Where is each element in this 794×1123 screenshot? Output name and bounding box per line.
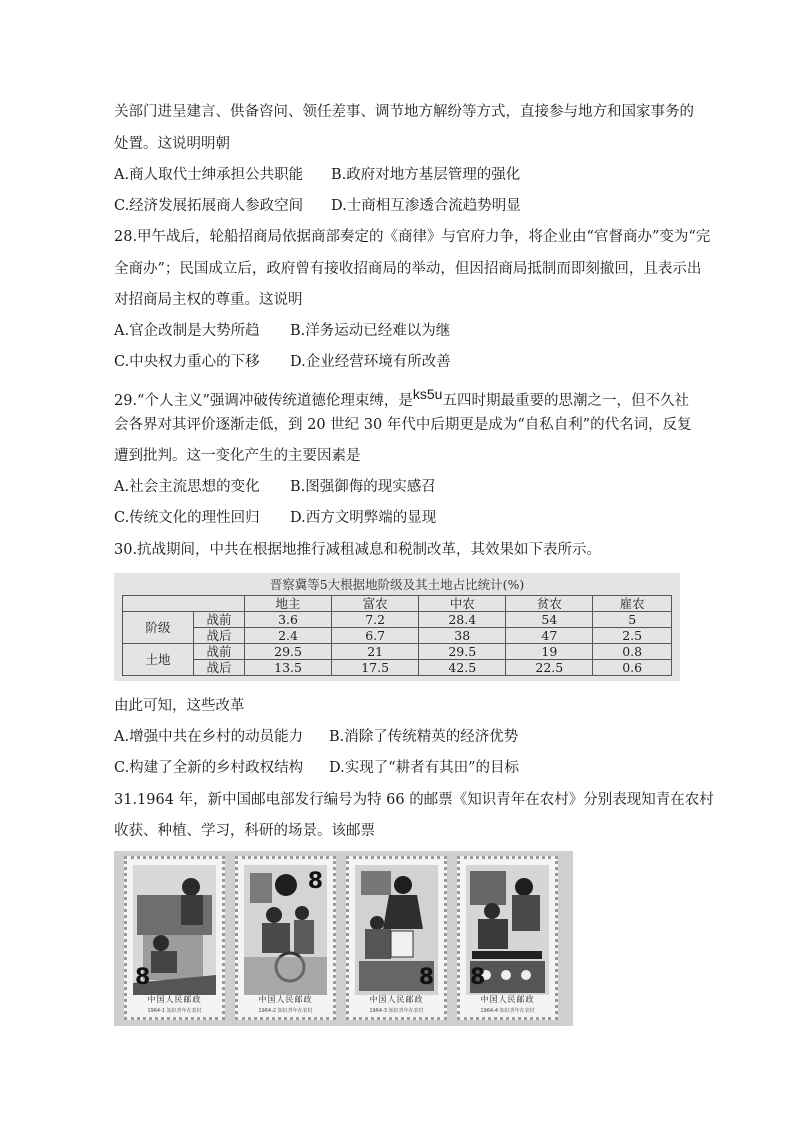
- table-cell: 29.5: [419, 644, 506, 660]
- q31-line-1: 31.1964 年，新中国邮电部发行编号为特 66 的邮票《知识青年在农村》分别表现知青在农村: [114, 792, 714, 808]
- stamp-label: 中国人民邮政: [147, 995, 202, 1004]
- stamp-label: 中国人民邮政: [258, 995, 313, 1004]
- table-cell: 13.5: [245, 660, 332, 676]
- stamp: [346, 856, 447, 1020]
- table-period: 战后: [194, 660, 245, 676]
- q29-option-c: C.传统文化的理性回归: [114, 510, 260, 526]
- q29-line-2: 会各界对其评价逐渐走低，到 20 世纪 30 年代中后期更是成为“自私自利”的代名词，反复: [114, 417, 692, 433]
- stamp-code: 1964-3 知识青年在农村: [369, 1008, 424, 1014]
- q30-line-1: 30.抗战期间，中共在根据地推行减租减息和税制改革，其效果如下表所示。: [114, 542, 602, 558]
- table-group-label: 阶级: [123, 612, 194, 644]
- ks5u-mark: ks5u: [412, 386, 443, 402]
- q29-line-3: 遭到批判。这一变化产生的主要因素是: [114, 448, 361, 464]
- q27-option-c: C.经济发展拓展商人参政空间: [114, 198, 304, 214]
- q29-option-a: A.社会主流思想的变化: [114, 479, 260, 495]
- table-cell: 6.7: [332, 628, 419, 644]
- table-row: [123, 660, 672, 676]
- table-cell: 21: [332, 644, 419, 660]
- q27-line-2: 处置。这说明明朝: [114, 136, 230, 152]
- q28-line-2: 全商办”；民国成立后，政府曾有接收招商局的举动，但因招商局抵制而即刻撤回，且表示出: [114, 261, 702, 277]
- q27-option-b: B.政府对地方基层管理的强化: [331, 167, 521, 183]
- table-cell: 2.4: [245, 628, 332, 644]
- stamp: [235, 856, 336, 1020]
- q29-option-b: B.图强御侮的现实感召: [290, 479, 436, 495]
- q29-line-1: [114, 384, 689, 411]
- table-header: 雇农: [593, 596, 672, 612]
- stamp-value: 8: [418, 965, 434, 990]
- table-header-row: [123, 596, 672, 612]
- stamp-code: 1964-4 知识青年在农村: [480, 1008, 535, 1014]
- stamp-value: 8: [135, 965, 151, 990]
- table-cell: 22.5: [506, 660, 593, 676]
- table-cell: 2.5: [593, 628, 672, 644]
- q29-line-1-text-a: 29.“个人主义”强调冲破传统道德伦理束缚，是: [114, 392, 413, 409]
- table-cell: 54: [506, 612, 593, 628]
- stamp: [124, 856, 225, 1020]
- table-header: 地主: [245, 596, 332, 612]
- q28-option-b: B.洋务运动已经难以为继: [290, 323, 451, 339]
- table-header: 中农: [419, 596, 506, 612]
- q30-line-2: 由此可知，这些改革: [114, 698, 245, 714]
- stamp-label: 中国人民邮政: [480, 995, 535, 1004]
- q28-option-c: C.中央权力重心的下移: [114, 354, 260, 370]
- stamp-value: 8: [307, 869, 323, 894]
- table-cell: 17.5: [332, 660, 419, 676]
- q29-option-d: D.西方文明弊端的显现: [290, 510, 437, 526]
- table-period: 战后: [194, 628, 245, 644]
- q28-line-3: 对招商局主权的尊重。这说明: [114, 292, 303, 308]
- q27-option-d: D.士商相互渗透合流趋势明显: [331, 198, 521, 214]
- table-cell: 0.8: [593, 644, 672, 660]
- table-group-label: 土地: [123, 644, 194, 676]
- table-cell: 38: [419, 628, 506, 644]
- table-row: [123, 612, 672, 628]
- statistics-table-image: [114, 573, 680, 681]
- q27-option-a: A.商人取代士绅承担公共职能: [114, 167, 304, 183]
- q30-option-b: B.消除了传统精英的经济优势: [329, 729, 519, 745]
- table-row: [123, 644, 672, 660]
- q28-option-a: A.官企改制是大势所趋: [114, 323, 260, 339]
- table-cell: 29.5: [245, 644, 332, 660]
- table-corner-cell: [123, 596, 245, 612]
- table-period: 战前: [194, 612, 245, 628]
- table-header: 贫农: [506, 596, 593, 612]
- table-period: 战前: [194, 644, 245, 660]
- table-title: 晋察冀等5大根据地阶级及其土地占比统计(%): [269, 577, 525, 592]
- q28-line-1: 28.甲午战后，轮船招商局依据商部奏定的《商律》与官府力争，将企业由“官督商办”变为“完: [114, 229, 711, 245]
- stamp-value: 8: [470, 965, 486, 990]
- table-cell: 47: [506, 628, 593, 644]
- table-cell: 19: [506, 644, 593, 660]
- table-cell: 0.6: [593, 660, 672, 676]
- q31-line-2: 收获、种植、学习，科研的场景。该邮票: [114, 823, 375, 839]
- table-cell: 7.2: [332, 612, 419, 628]
- q28-option-d: D.企业经营环境有所改善: [290, 354, 451, 370]
- q30-option-d: D.实现了“耕者有其田”的目标: [329, 760, 520, 776]
- stamps-image: [114, 851, 573, 1026]
- table-cell: 42.5: [419, 660, 506, 676]
- q30-option-a: A.增强中共在乡村的动员能力: [114, 729, 304, 745]
- q27-line-1: 关部门进呈建言、供备咨问、领任差事、调节地方解纷等方式，直接参与地方和国家事务的: [114, 104, 694, 120]
- table-row: [123, 628, 672, 644]
- stamp: [457, 856, 558, 1020]
- q30-option-c: C.构建了全新的乡村政权结构: [114, 760, 304, 776]
- table-cell: 28.4: [419, 612, 506, 628]
- stamp-label: 中国人民邮政: [369, 995, 424, 1004]
- table-header: 富农: [332, 596, 419, 612]
- q29-line-1-text-b: 五四时期最重要的思潮之一，但不久社: [442, 392, 689, 409]
- stamp-code: 1964-1 知识青年在农村: [147, 1008, 202, 1014]
- statistics-table: [122, 595, 672, 676]
- stamp-code: 1964-2 知识青年在农村: [258, 1008, 313, 1014]
- table-cell: 3.6: [245, 612, 332, 628]
- table-cell: 5: [593, 612, 672, 628]
